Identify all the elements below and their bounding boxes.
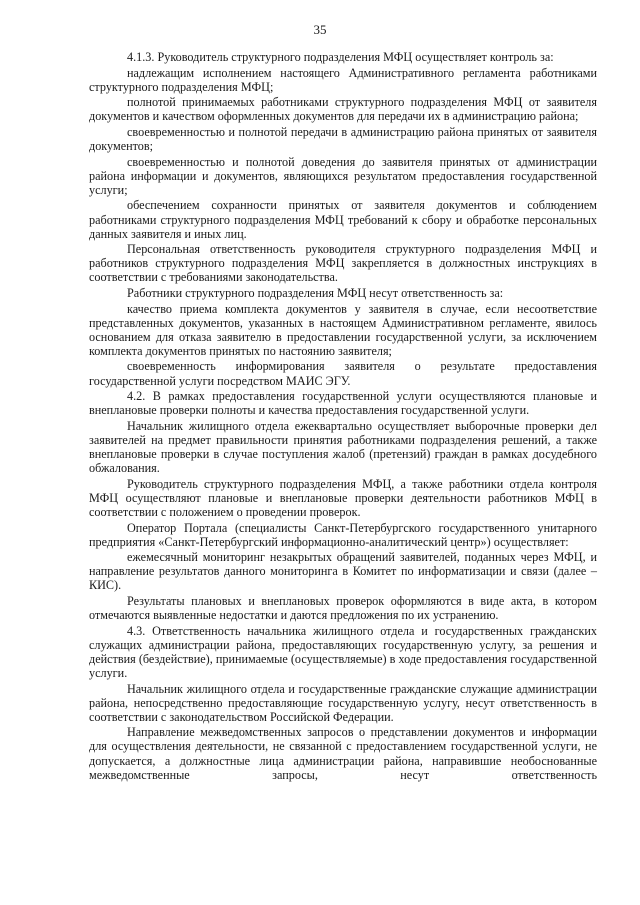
paragraph: полнотой принимаемых работниками структурного подразделения МФЦ от заявителя документов и качеством оформленных документов для передачи их в администрацию района; (89, 95, 597, 124)
paragraph: качество приема комплекта документов у заявителя в случае, если несоответствие представленных документов, указанных в настоящем Административном регламенте, явилось основанием для отказа заявителю в предоставлении государственной услуги, за исключением комплекта документов принятых по настоянию заявителя; (89, 301, 597, 358)
paragraph: своевременность информирования заявителя о результате предоставления государственной услуги посредством МАИС ЭГУ. (89, 359, 597, 388)
paragraph: надлежащим исполнением настоящего Административного регламента работниками структурного подразделения МФЦ; (89, 65, 597, 94)
paragraph: Направление межведомственных запросов о представлении документов и информации для осуществления деятельности, не связанной с предоставлением государственной услуги, не допускается, а должностные лица администрации района, направившие необоснованные межведомственные запросы, несут ответственность (89, 725, 597, 782)
paragraph: 4.3. Ответственность начальника жилищного отдела и государственных гражданских служащих администрации района, предоставляющих государственную услугу, за решения и действия (бездействие), принимаемые (осуществляемые) в ходе предоставления государственной услуги. (89, 623, 597, 680)
paragraph: своевременностью и полнотой передачи в администрацию района принятых от заявителя документов; (89, 124, 597, 154)
paragraph: Начальник жилищного отдела ежеквартально осуществляет выборочные проверки дел заявителей на предмет правильности принятия работниками подразделения решений, а также внеплановые проверки в случае поступления жалоб (претензий) граждан в рамках досудебного обжалования. (89, 418, 597, 476)
paragraph: своевременностью и полнотой доведения до заявителя принятых от администрации района информации и документов, являющихся результатом предоставления государственной услуги; (89, 154, 597, 197)
paragraph: обеспечением сохранности принятых от заявителя документов и соблюдением работниками структурного подразделения МФЦ требований к сбору и обработке персональных данных заявителя и иных лиц. (89, 198, 597, 241)
paragraph: 4.2. В рамках предоставления государственной услуги осуществляются плановые и внеплановые проверки полноты и качества предоставления государственной услуги. (89, 389, 597, 418)
document-body (89, 50, 597, 783)
paragraph: 4.1.3. Руководитель структурного подразделения МФЦ осуществляет контроль за: (127, 50, 554, 64)
paragraph: ежемесячный мониторинг незакрытых обращений заявителей, поданных через МФЦ, и направление результатов данного мониторинга в Комитет по информатизации и связи (далее – КИС). (89, 550, 597, 593)
paragraph: Работники структурного подразделения МФЦ несут ответственность за: (127, 286, 504, 300)
paragraph: Руководитель структурного подразделения МФЦ, а также работники отдела контроля МФЦ осуществляют плановые и внеплановые проверки деятельности работников МФЦ в соответствии с положением о проведении проверок. (89, 476, 597, 519)
paragraph: Персональная ответственность руководителя структурного подразделения МФЦ и работников структурного подразделения МФЦ закрепляется в должностных инструкциях в соответствии с требованиями законодательства. (89, 242, 597, 285)
paragraph: Оператор Портала (специалисты Санкт-Петербургского государственного унитарного предприятия «Санкт-Петербургский информационно-аналитический центр») осуществляет: (89, 520, 597, 549)
paragraph: Начальник жилищного отдела и государственные гражданские служащие администрации района, непосредственно предоставляющие государственную услугу, несут ответственность в соответствии с законодательством Российской Федерации. (89, 681, 597, 724)
page-number: 35 (313, 22, 327, 37)
paragraph: Результаты плановых и внеплановых проверок оформляются в виде акта, в котором отмечаются выявленные недостатки и даются предложения по их устранению. (89, 593, 597, 623)
